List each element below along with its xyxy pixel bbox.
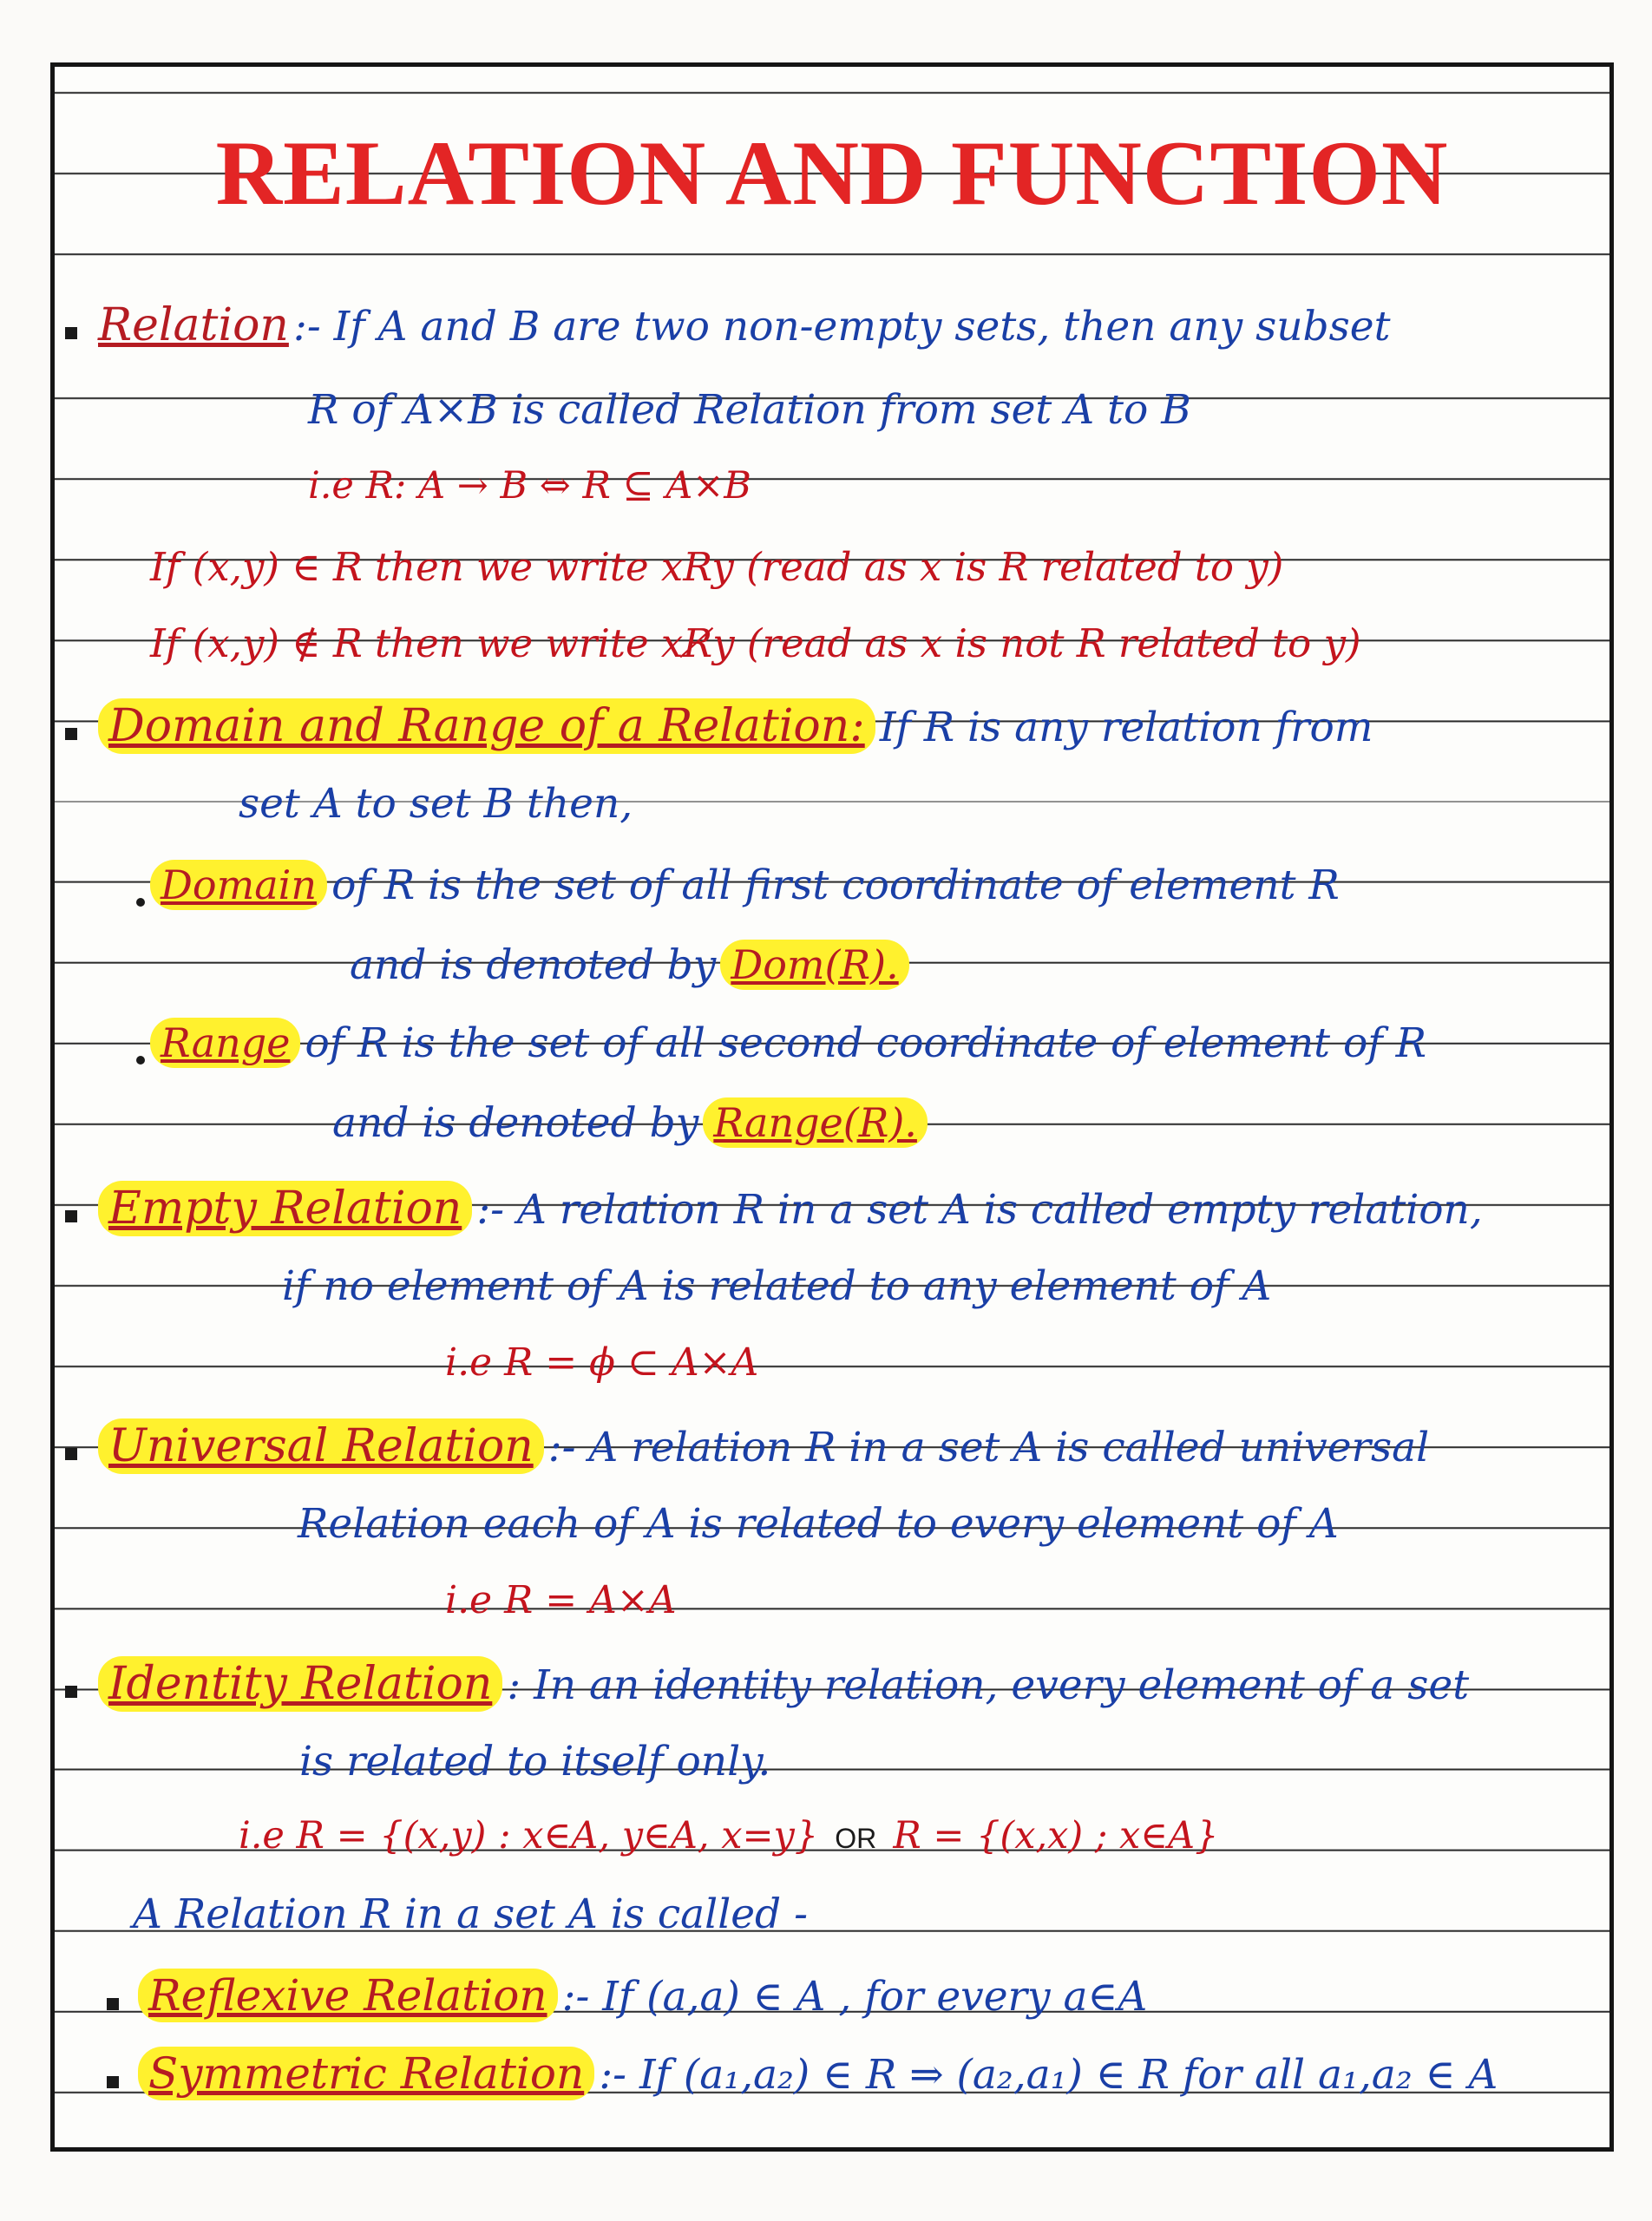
page-title: RELATION AND FUNCTION [215, 122, 1449, 224]
bullet-icon [65, 327, 77, 339]
dot-icon [136, 1056, 145, 1065]
or-label: OR [835, 1823, 877, 1854]
domain-line-2 [350, 941, 909, 989]
bullet-icon [65, 1210, 77, 1222]
symmetric-definition: :- If (a₁,a₂) ∈ R ⇒ (a₂,a₁) ∈ R for all a₁,a₂ ∈ A [599, 2051, 1498, 2099]
universal-definition: :- A relation R in a set A is called universal [547, 1424, 1430, 1471]
reflexive-heading: Reflexive Relation [138, 1969, 558, 2022]
identity-notation-alt: R = {(x,x) ; x∈A} [893, 1814, 1219, 1857]
range-notation: Range(R). [703, 1097, 928, 1148]
symmetric-heading: Symmetric Relation [138, 2047, 594, 2100]
range-text: of R is the set of all second coordinate of element of R [305, 1019, 1426, 1067]
identity-line-1 [98, 1658, 1469, 1710]
empty-heading: Empty Relation [98, 1181, 472, 1236]
universal-heading: Universal Relation [98, 1418, 544, 1474]
empty-line-2: if no element of A is related to any element of A [282, 1262, 1272, 1310]
range-line-2 [332, 1099, 928, 1147]
bullet-icon [65, 1448, 77, 1460]
bullet-icon [65, 728, 77, 740]
relation-line-1 [98, 299, 1390, 351]
domain-range-line-1 [98, 700, 1373, 752]
reflexive-line [138, 1970, 1147, 2021]
bullet-icon [107, 1998, 119, 2010]
relation-notation: i.e R: A → B ⇔ R ⊆ A×B [308, 464, 751, 508]
universal-line-1 [98, 1420, 1429, 1472]
domain-range-line-2: set A to set B then, [239, 780, 633, 828]
identity-line-4: A Relation R in a set A is called - [133, 1890, 808, 1938]
domain-text: of R is the set of all first coordinate of element R [331, 862, 1340, 909]
identity-line-2: is related to itself only. [299, 1738, 771, 1785]
domain-notation: Dom(R). [720, 940, 908, 990]
empty-line-1 [98, 1183, 1483, 1235]
relation-not-xry: If (x,y) ∉ R then we write xR̸y (read as x is not R related to y) [150, 620, 1361, 666]
relation-line-2: R of A×B is called Relation from set A to B [308, 386, 1191, 434]
notes-sheet [50, 62, 1614, 2152]
universal-line-2: Relation each of A is related to every element of A [298, 1500, 1339, 1548]
symmetric-line [138, 2048, 1498, 2099]
reflexive-definition: :- If (a,a) ∈ A , for every a∈A [561, 1973, 1148, 2021]
relation-xry: If (x,y) ∈ R then we write xRy (read as x is R related to y) [150, 544, 1284, 590]
domain-range-heading: Domain and Range of a Relation: [98, 698, 875, 754]
range-line [150, 1019, 1426, 1067]
domain-term: Domain [150, 860, 327, 910]
universal-notation: i.e R = A×A [445, 1578, 677, 1622]
relation-heading: Relation [98, 299, 289, 351]
domain-line [150, 862, 1340, 909]
domain-text-2: and is denoted by [350, 941, 717, 989]
empty-notation: i.e R = ϕ ⊂ A×A [445, 1340, 759, 1385]
range-text-2: and is denoted by [332, 1099, 699, 1147]
bullet-icon [107, 2076, 119, 2088]
domain-range-text: If R is any relation from [879, 704, 1373, 751]
empty-definition: :- A relation R in a set A is called empty relation, [476, 1186, 1483, 1234]
identity-definition: : In an identity relation, every element of a set [507, 1661, 1470, 1709]
identity-notation-line [239, 1814, 1218, 1857]
range-term: Range [150, 1018, 300, 1068]
dot-icon [136, 898, 145, 907]
relation-definition: :- If A and B are two non-empty sets, then any subset [292, 303, 1391, 351]
identity-notation: i.e R = {(x,y) : x∈A, y∈A, x=y} [239, 1814, 819, 1857]
bullet-icon [65, 1686, 77, 1698]
identity-heading: Identity Relation [98, 1656, 502, 1712]
